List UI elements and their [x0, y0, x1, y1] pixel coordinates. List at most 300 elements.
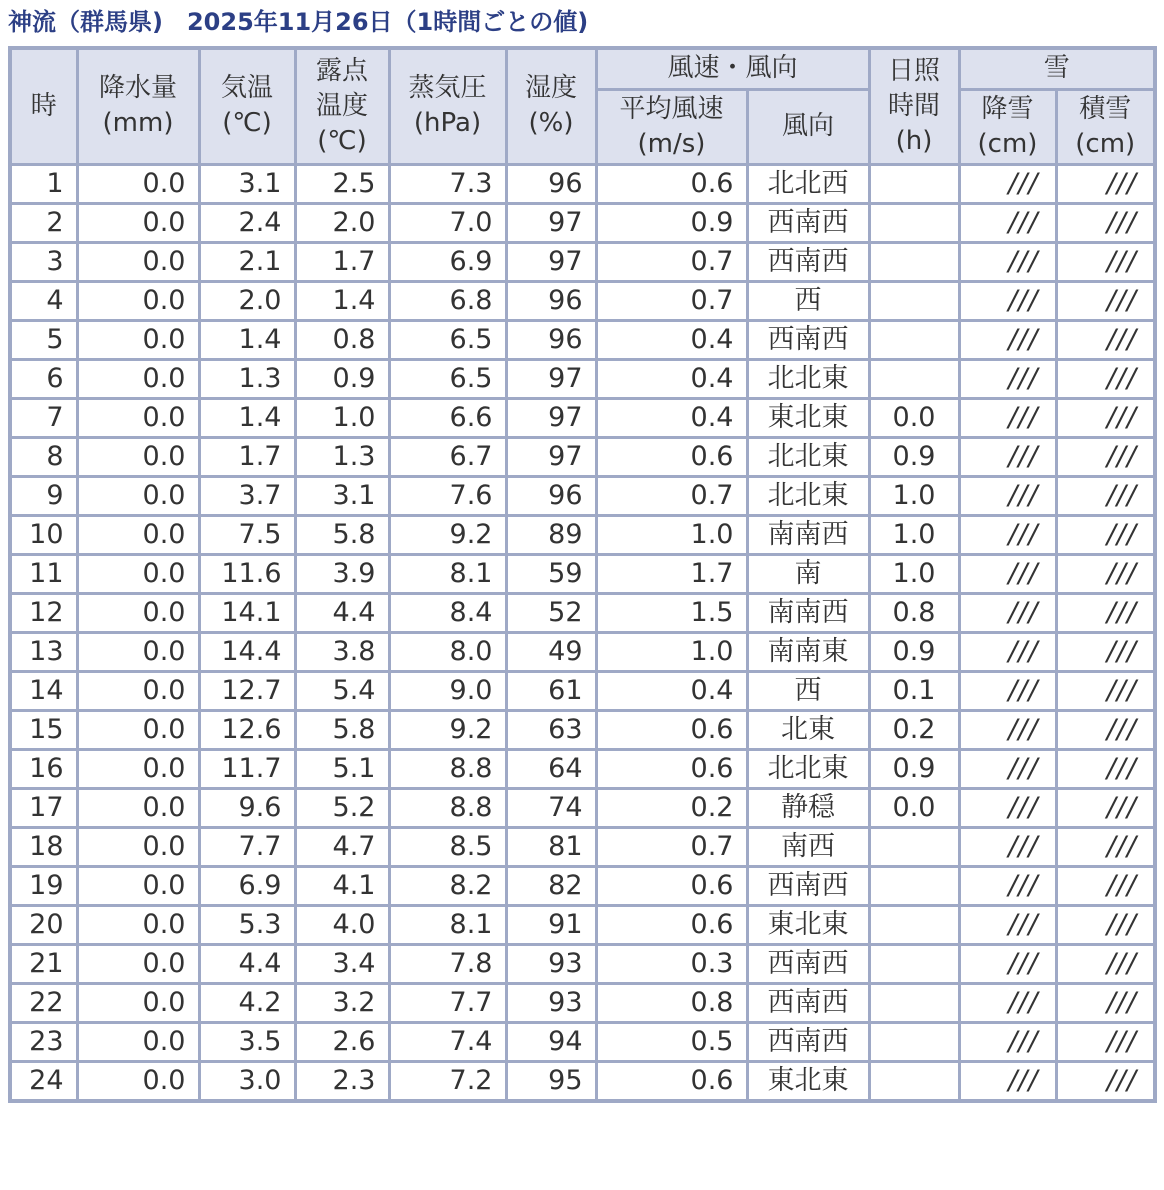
- cell-hour: 5: [10, 320, 77, 359]
- cell-temp: 12.6: [199, 710, 295, 749]
- cell-dew-point: 1.4: [295, 281, 389, 320]
- cell-snow-depth: ///: [1056, 671, 1155, 710]
- cell-vapor-pressure: 7.8: [389, 944, 506, 983]
- cell-temp: 2.0: [199, 281, 295, 320]
- cell-wind-speed: 0.2: [596, 788, 747, 827]
- cell-humidity: 64: [506, 749, 596, 788]
- cell-dew-point: 5.2: [295, 788, 389, 827]
- cell-wind-direction: 西南西: [747, 242, 869, 281]
- cell-humidity: 95: [506, 1061, 596, 1101]
- cell-snow-depth: ///: [1056, 320, 1155, 359]
- cell-snowfall: ///: [959, 1061, 1056, 1101]
- cell-temp: 14.1: [199, 593, 295, 632]
- cell-sunshine: [869, 320, 959, 359]
- cell-snow-depth: ///: [1056, 944, 1155, 983]
- cell-wind-direction: 西: [747, 281, 869, 320]
- page-title: 神流（群馬県) 2025年11月26日（1時間ごとの値): [8, 8, 589, 36]
- cell-humidity: 96: [506, 320, 596, 359]
- cell-hour: 17: [10, 788, 77, 827]
- table-row: [10, 320, 1155, 359]
- cell-humidity: 81: [506, 827, 596, 866]
- cell-precip: 0.0: [77, 320, 199, 359]
- cell-vapor-pressure: 7.4: [389, 1022, 506, 1061]
- cell-snowfall: ///: [959, 203, 1056, 242]
- table-row: [10, 671, 1155, 710]
- cell-hour: 21: [10, 944, 77, 983]
- cell-wind-speed: 0.6: [596, 866, 747, 905]
- cell-hour: 6: [10, 359, 77, 398]
- cell-precip: 0.0: [77, 944, 199, 983]
- cell-precip: 0.0: [77, 749, 199, 788]
- table-row: [10, 1022, 1155, 1061]
- cell-precip: 0.0: [77, 281, 199, 320]
- cell-snow-depth: ///: [1056, 164, 1155, 203]
- cell-snowfall: ///: [959, 827, 1056, 866]
- cell-temp: 3.7: [199, 476, 295, 515]
- cell-snowfall: ///: [959, 632, 1056, 671]
- cell-dew-point: 2.0: [295, 203, 389, 242]
- cell-sunshine: 0.9: [869, 749, 959, 788]
- cell-temp: 12.7: [199, 671, 295, 710]
- cell-snow-depth: ///: [1056, 203, 1155, 242]
- cell-snowfall: ///: [959, 749, 1056, 788]
- cell-vapor-pressure: 6.8: [389, 281, 506, 320]
- cell-wind-direction: 南南西: [747, 515, 869, 554]
- cell-precip: 0.0: [77, 671, 199, 710]
- cell-humidity: 97: [506, 242, 596, 281]
- cell-hour: 15: [10, 710, 77, 749]
- cell-wind-speed: 0.4: [596, 398, 747, 437]
- cell-sunshine: 1.0: [869, 554, 959, 593]
- table-row: [10, 944, 1155, 983]
- cell-sunshine: 0.9: [869, 437, 959, 476]
- cell-wind-direction: 北北東: [747, 359, 869, 398]
- cell-dew-point: 3.9: [295, 554, 389, 593]
- cell-sunshine: 0.2: [869, 710, 959, 749]
- cell-wind-direction: 北東: [747, 710, 869, 749]
- cell-humidity: 82: [506, 866, 596, 905]
- cell-snow-depth: ///: [1056, 476, 1155, 515]
- cell-snowfall: ///: [959, 281, 1056, 320]
- cell-hour: 23: [10, 1022, 77, 1061]
- cell-precip: 0.0: [77, 476, 199, 515]
- cell-temp: 5.3: [199, 905, 295, 944]
- cell-vapor-pressure: 8.1: [389, 905, 506, 944]
- cell-snowfall: ///: [959, 671, 1056, 710]
- cell-dew-point: 2.5: [295, 164, 389, 203]
- cell-dew-point: 4.4: [295, 593, 389, 632]
- cell-wind-direction: 北北東: [747, 749, 869, 788]
- header-wind-direction: 風向: [747, 89, 869, 164]
- header-dew-point: 露点 温度 (℃): [295, 48, 389, 164]
- cell-hour: 7: [10, 398, 77, 437]
- cell-vapor-pressure: 8.2: [389, 866, 506, 905]
- cell-snow-depth: ///: [1056, 749, 1155, 788]
- cell-snowfall: ///: [959, 983, 1056, 1022]
- cell-wind-speed: 0.9: [596, 203, 747, 242]
- cell-snow-depth: ///: [1056, 359, 1155, 398]
- cell-vapor-pressure: 9.0: [389, 671, 506, 710]
- cell-hour: 9: [10, 476, 77, 515]
- cell-temp: 1.3: [199, 359, 295, 398]
- table-row: [10, 281, 1155, 320]
- header-temp: 気温 (℃): [199, 48, 295, 164]
- cell-hour: 2: [10, 203, 77, 242]
- cell-snowfall: ///: [959, 476, 1056, 515]
- cell-humidity: 52: [506, 593, 596, 632]
- cell-snow-depth: ///: [1056, 242, 1155, 281]
- cell-hour: 19: [10, 866, 77, 905]
- cell-precip: 0.0: [77, 242, 199, 281]
- cell-wind-speed: 0.7: [596, 827, 747, 866]
- cell-sunshine: [869, 359, 959, 398]
- cell-humidity: 96: [506, 476, 596, 515]
- cell-precip: 0.0: [77, 203, 199, 242]
- cell-hour: 3: [10, 242, 77, 281]
- cell-sunshine: 0.8: [869, 593, 959, 632]
- table-row: [10, 905, 1155, 944]
- cell-temp: 7.5: [199, 515, 295, 554]
- cell-humidity: 97: [506, 359, 596, 398]
- cell-vapor-pressure: 7.3: [389, 164, 506, 203]
- cell-wind-speed: 0.8: [596, 983, 747, 1022]
- cell-dew-point: 2.6: [295, 1022, 389, 1061]
- cell-dew-point: 3.2: [295, 983, 389, 1022]
- cell-temp: 3.5: [199, 1022, 295, 1061]
- cell-vapor-pressure: 8.4: [389, 593, 506, 632]
- cell-hour: 20: [10, 905, 77, 944]
- cell-snowfall: ///: [959, 710, 1056, 749]
- cell-wind-direction: 南南西: [747, 593, 869, 632]
- table-row: [10, 476, 1155, 515]
- cell-wind-direction: 西南西: [747, 320, 869, 359]
- cell-wind-direction: 東北東: [747, 398, 869, 437]
- cell-wind-speed: 1.5: [596, 593, 747, 632]
- cell-temp: 1.4: [199, 398, 295, 437]
- cell-wind-speed: 0.7: [596, 476, 747, 515]
- cell-sunshine: [869, 905, 959, 944]
- cell-hour: 13: [10, 632, 77, 671]
- table-row: [10, 164, 1155, 203]
- cell-snowfall: ///: [959, 944, 1056, 983]
- cell-snow-depth: ///: [1056, 905, 1155, 944]
- cell-snowfall: ///: [959, 437, 1056, 476]
- header-humidity: 湿度 (%): [506, 48, 596, 164]
- cell-temp: 9.6: [199, 788, 295, 827]
- cell-dew-point: 1.3: [295, 437, 389, 476]
- cell-humidity: 97: [506, 437, 596, 476]
- cell-precip: 0.0: [77, 1061, 199, 1101]
- cell-vapor-pressure: 8.8: [389, 788, 506, 827]
- cell-humidity: 49: [506, 632, 596, 671]
- cell-sunshine: [869, 944, 959, 983]
- cell-wind-speed: 0.6: [596, 437, 747, 476]
- cell-humidity: 89: [506, 515, 596, 554]
- cell-wind-direction: 東北東: [747, 905, 869, 944]
- table-header: [10, 48, 1155, 164]
- table-row: [10, 788, 1155, 827]
- cell-hour: 18: [10, 827, 77, 866]
- cell-temp: 4.4: [199, 944, 295, 983]
- cell-wind-speed: 0.7: [596, 281, 747, 320]
- cell-sunshine: 1.0: [869, 476, 959, 515]
- table-row: [10, 359, 1155, 398]
- cell-snow-depth: ///: [1056, 710, 1155, 749]
- cell-temp: 11.6: [199, 554, 295, 593]
- cell-wind-speed: 0.4: [596, 671, 747, 710]
- cell-sunshine: [869, 827, 959, 866]
- cell-dew-point: 5.1: [295, 749, 389, 788]
- table-row: [10, 866, 1155, 905]
- cell-precip: 0.0: [77, 515, 199, 554]
- cell-wind-speed: 0.4: [596, 359, 747, 398]
- cell-sunshine: [869, 866, 959, 905]
- cell-snowfall: ///: [959, 320, 1056, 359]
- cell-hour: 8: [10, 437, 77, 476]
- cell-wind-direction: 西南西: [747, 203, 869, 242]
- cell-humidity: 96: [506, 164, 596, 203]
- cell-wind-speed: 0.6: [596, 905, 747, 944]
- cell-snow-depth: ///: [1056, 398, 1155, 437]
- cell-wind-speed: 1.0: [596, 515, 747, 554]
- cell-wind-direction: 北北東: [747, 437, 869, 476]
- table-row: [10, 515, 1155, 554]
- cell-humidity: 59: [506, 554, 596, 593]
- cell-hour: 11: [10, 554, 77, 593]
- cell-vapor-pressure: 6.6: [389, 398, 506, 437]
- cell-wind-speed: 0.5: [596, 1022, 747, 1061]
- cell-precip: 0.0: [77, 554, 199, 593]
- cell-sunshine: [869, 164, 959, 203]
- cell-humidity: 63: [506, 710, 596, 749]
- cell-temp: 1.4: [199, 320, 295, 359]
- cell-snow-depth: ///: [1056, 632, 1155, 671]
- cell-snow-depth: ///: [1056, 593, 1155, 632]
- cell-humidity: 96: [506, 281, 596, 320]
- cell-vapor-pressure: 9.2: [389, 515, 506, 554]
- cell-temp: 14.4: [199, 632, 295, 671]
- cell-snowfall: ///: [959, 1022, 1056, 1061]
- cell-sunshine: [869, 203, 959, 242]
- table-row: [10, 1061, 1155, 1101]
- cell-snowfall: ///: [959, 788, 1056, 827]
- cell-wind-speed: 1.7: [596, 554, 747, 593]
- cell-snow-depth: ///: [1056, 866, 1155, 905]
- cell-sunshine: 0.1: [869, 671, 959, 710]
- cell-vapor-pressure: 8.0: [389, 632, 506, 671]
- cell-temp: 1.7: [199, 437, 295, 476]
- cell-dew-point: 4.1: [295, 866, 389, 905]
- header-wind-group: 風速・風向: [596, 48, 869, 89]
- cell-precip: 0.0: [77, 827, 199, 866]
- cell-hour: 4: [10, 281, 77, 320]
- cell-wind-direction: 南西: [747, 827, 869, 866]
- cell-vapor-pressure: 7.2: [389, 1061, 506, 1101]
- cell-wind-direction: 西南西: [747, 1022, 869, 1061]
- cell-hour: 1: [10, 164, 77, 203]
- cell-dew-point: 3.1: [295, 476, 389, 515]
- cell-dew-point: 0.9: [295, 359, 389, 398]
- cell-precip: 0.0: [77, 1022, 199, 1061]
- cell-wind-speed: 0.3: [596, 944, 747, 983]
- cell-sunshine: 0.0: [869, 398, 959, 437]
- cell-humidity: 97: [506, 203, 596, 242]
- cell-snowfall: ///: [959, 398, 1056, 437]
- cell-precip: 0.0: [77, 398, 199, 437]
- header-sunshine: 日照 時間 (h): [869, 48, 959, 164]
- cell-precip: 0.0: [77, 710, 199, 749]
- cell-snow-depth: ///: [1056, 515, 1155, 554]
- table-row: [10, 749, 1155, 788]
- cell-dew-point: 4.7: [295, 827, 389, 866]
- cell-snowfall: ///: [959, 905, 1056, 944]
- header-vapor-pressure: 蒸気圧 (hPa): [389, 48, 506, 164]
- table-row: [10, 827, 1155, 866]
- table-row: [10, 710, 1155, 749]
- cell-vapor-pressure: 8.1: [389, 554, 506, 593]
- cell-vapor-pressure: 6.5: [389, 359, 506, 398]
- cell-temp: 6.9: [199, 866, 295, 905]
- cell-dew-point: 5.4: [295, 671, 389, 710]
- cell-snow-depth: ///: [1056, 983, 1155, 1022]
- cell-wind-speed: 0.6: [596, 1061, 747, 1101]
- cell-humidity: 94: [506, 1022, 596, 1061]
- cell-temp: 3.1: [199, 164, 295, 203]
- table-row: [10, 983, 1155, 1022]
- cell-snowfall: ///: [959, 593, 1056, 632]
- cell-hour: 24: [10, 1061, 77, 1101]
- table-row: [10, 554, 1155, 593]
- cell-vapor-pressure: 7.6: [389, 476, 506, 515]
- cell-dew-point: 0.8: [295, 320, 389, 359]
- header-wind-speed: 平均風速 (m/s): [596, 89, 747, 164]
- cell-snow-depth: ///: [1056, 554, 1155, 593]
- table-row: [10, 242, 1155, 281]
- cell-wind-speed: 1.0: [596, 632, 747, 671]
- cell-temp: 3.0: [199, 1061, 295, 1101]
- cell-dew-point: 1.0: [295, 398, 389, 437]
- cell-precip: 0.0: [77, 593, 199, 632]
- cell-vapor-pressure: 9.2: [389, 710, 506, 749]
- cell-wind-direction: 南: [747, 554, 869, 593]
- cell-snow-depth: ///: [1056, 1061, 1155, 1101]
- header-snow-depth: 積雪 (cm): [1056, 89, 1155, 164]
- table-row: [10, 203, 1155, 242]
- cell-hour: 22: [10, 983, 77, 1022]
- cell-wind-speed: 0.7: [596, 242, 747, 281]
- table-body: [10, 164, 1155, 1101]
- cell-vapor-pressure: 8.8: [389, 749, 506, 788]
- cell-wind-direction: 西: [747, 671, 869, 710]
- cell-hour: 14: [10, 671, 77, 710]
- cell-snowfall: ///: [959, 164, 1056, 203]
- cell-humidity: 97: [506, 398, 596, 437]
- cell-sunshine: [869, 1061, 959, 1101]
- cell-sunshine: 0.9: [869, 632, 959, 671]
- cell-wind-direction: 東北東: [747, 1061, 869, 1101]
- cell-precip: 0.0: [77, 905, 199, 944]
- cell-wind-direction: 南南東: [747, 632, 869, 671]
- cell-wind-direction: 西南西: [747, 944, 869, 983]
- cell-precip: 0.0: [77, 437, 199, 476]
- cell-snow-depth: ///: [1056, 788, 1155, 827]
- cell-hour: 16: [10, 749, 77, 788]
- cell-snow-depth: ///: [1056, 1022, 1155, 1061]
- cell-sunshine: [869, 1022, 959, 1061]
- cell-snow-depth: ///: [1056, 281, 1155, 320]
- cell-sunshine: [869, 983, 959, 1022]
- cell-temp: 2.1: [199, 242, 295, 281]
- cell-humidity: 91: [506, 905, 596, 944]
- cell-hour: 10: [10, 515, 77, 554]
- cell-humidity: 93: [506, 983, 596, 1022]
- cell-vapor-pressure: 8.5: [389, 827, 506, 866]
- cell-humidity: 74: [506, 788, 596, 827]
- cell-precip: 0.0: [77, 788, 199, 827]
- cell-vapor-pressure: 7.0: [389, 203, 506, 242]
- cell-temp: 2.4: [199, 203, 295, 242]
- cell-precip: 0.0: [77, 359, 199, 398]
- cell-snow-depth: ///: [1056, 827, 1155, 866]
- table-row: [10, 593, 1155, 632]
- cell-wind-speed: 0.6: [596, 749, 747, 788]
- cell-dew-point: 5.8: [295, 710, 389, 749]
- cell-dew-point: 5.8: [295, 515, 389, 554]
- cell-hour: 12: [10, 593, 77, 632]
- cell-wind-direction: 西南西: [747, 983, 869, 1022]
- cell-dew-point: 2.3: [295, 1061, 389, 1101]
- cell-vapor-pressure: 7.7: [389, 983, 506, 1022]
- cell-vapor-pressure: 6.9: [389, 242, 506, 281]
- header-snowfall: 降雪 (cm): [959, 89, 1056, 164]
- cell-dew-point: 3.4: [295, 944, 389, 983]
- cell-precip: 0.0: [77, 632, 199, 671]
- cell-dew-point: 3.8: [295, 632, 389, 671]
- cell-humidity: 61: [506, 671, 596, 710]
- cell-wind-direction: 北北東: [747, 476, 869, 515]
- header-precip: 降水量 (mm): [77, 48, 199, 164]
- cell-wind-speed: 0.6: [596, 710, 747, 749]
- table-row: [10, 437, 1155, 476]
- cell-sunshine: 0.0: [869, 788, 959, 827]
- cell-temp: 4.2: [199, 983, 295, 1022]
- cell-temp: 7.7: [199, 827, 295, 866]
- cell-snowfall: ///: [959, 242, 1056, 281]
- cell-humidity: 93: [506, 944, 596, 983]
- cell-snowfall: ///: [959, 866, 1056, 905]
- cell-sunshine: [869, 242, 959, 281]
- cell-sunshine: [869, 281, 959, 320]
- cell-sunshine: 1.0: [869, 515, 959, 554]
- cell-vapor-pressure: 6.5: [389, 320, 506, 359]
- table-row: [10, 398, 1155, 437]
- cell-wind-speed: 0.4: [596, 320, 747, 359]
- cell-wind-speed: 0.6: [596, 164, 747, 203]
- cell-vapor-pressure: 6.7: [389, 437, 506, 476]
- cell-dew-point: 4.0: [295, 905, 389, 944]
- cell-precip: 0.0: [77, 983, 199, 1022]
- cell-snowfall: ///: [959, 515, 1056, 554]
- hourly-observation-table: [8, 46, 1157, 1103]
- cell-wind-direction: 北北西: [747, 164, 869, 203]
- cell-snowfall: ///: [959, 554, 1056, 593]
- cell-precip: 0.0: [77, 866, 199, 905]
- cell-wind-direction: 静穏: [747, 788, 869, 827]
- cell-precip: 0.0: [77, 164, 199, 203]
- table-row: [10, 632, 1155, 671]
- cell-wind-direction: 西南西: [747, 866, 869, 905]
- cell-temp: 11.7: [199, 749, 295, 788]
